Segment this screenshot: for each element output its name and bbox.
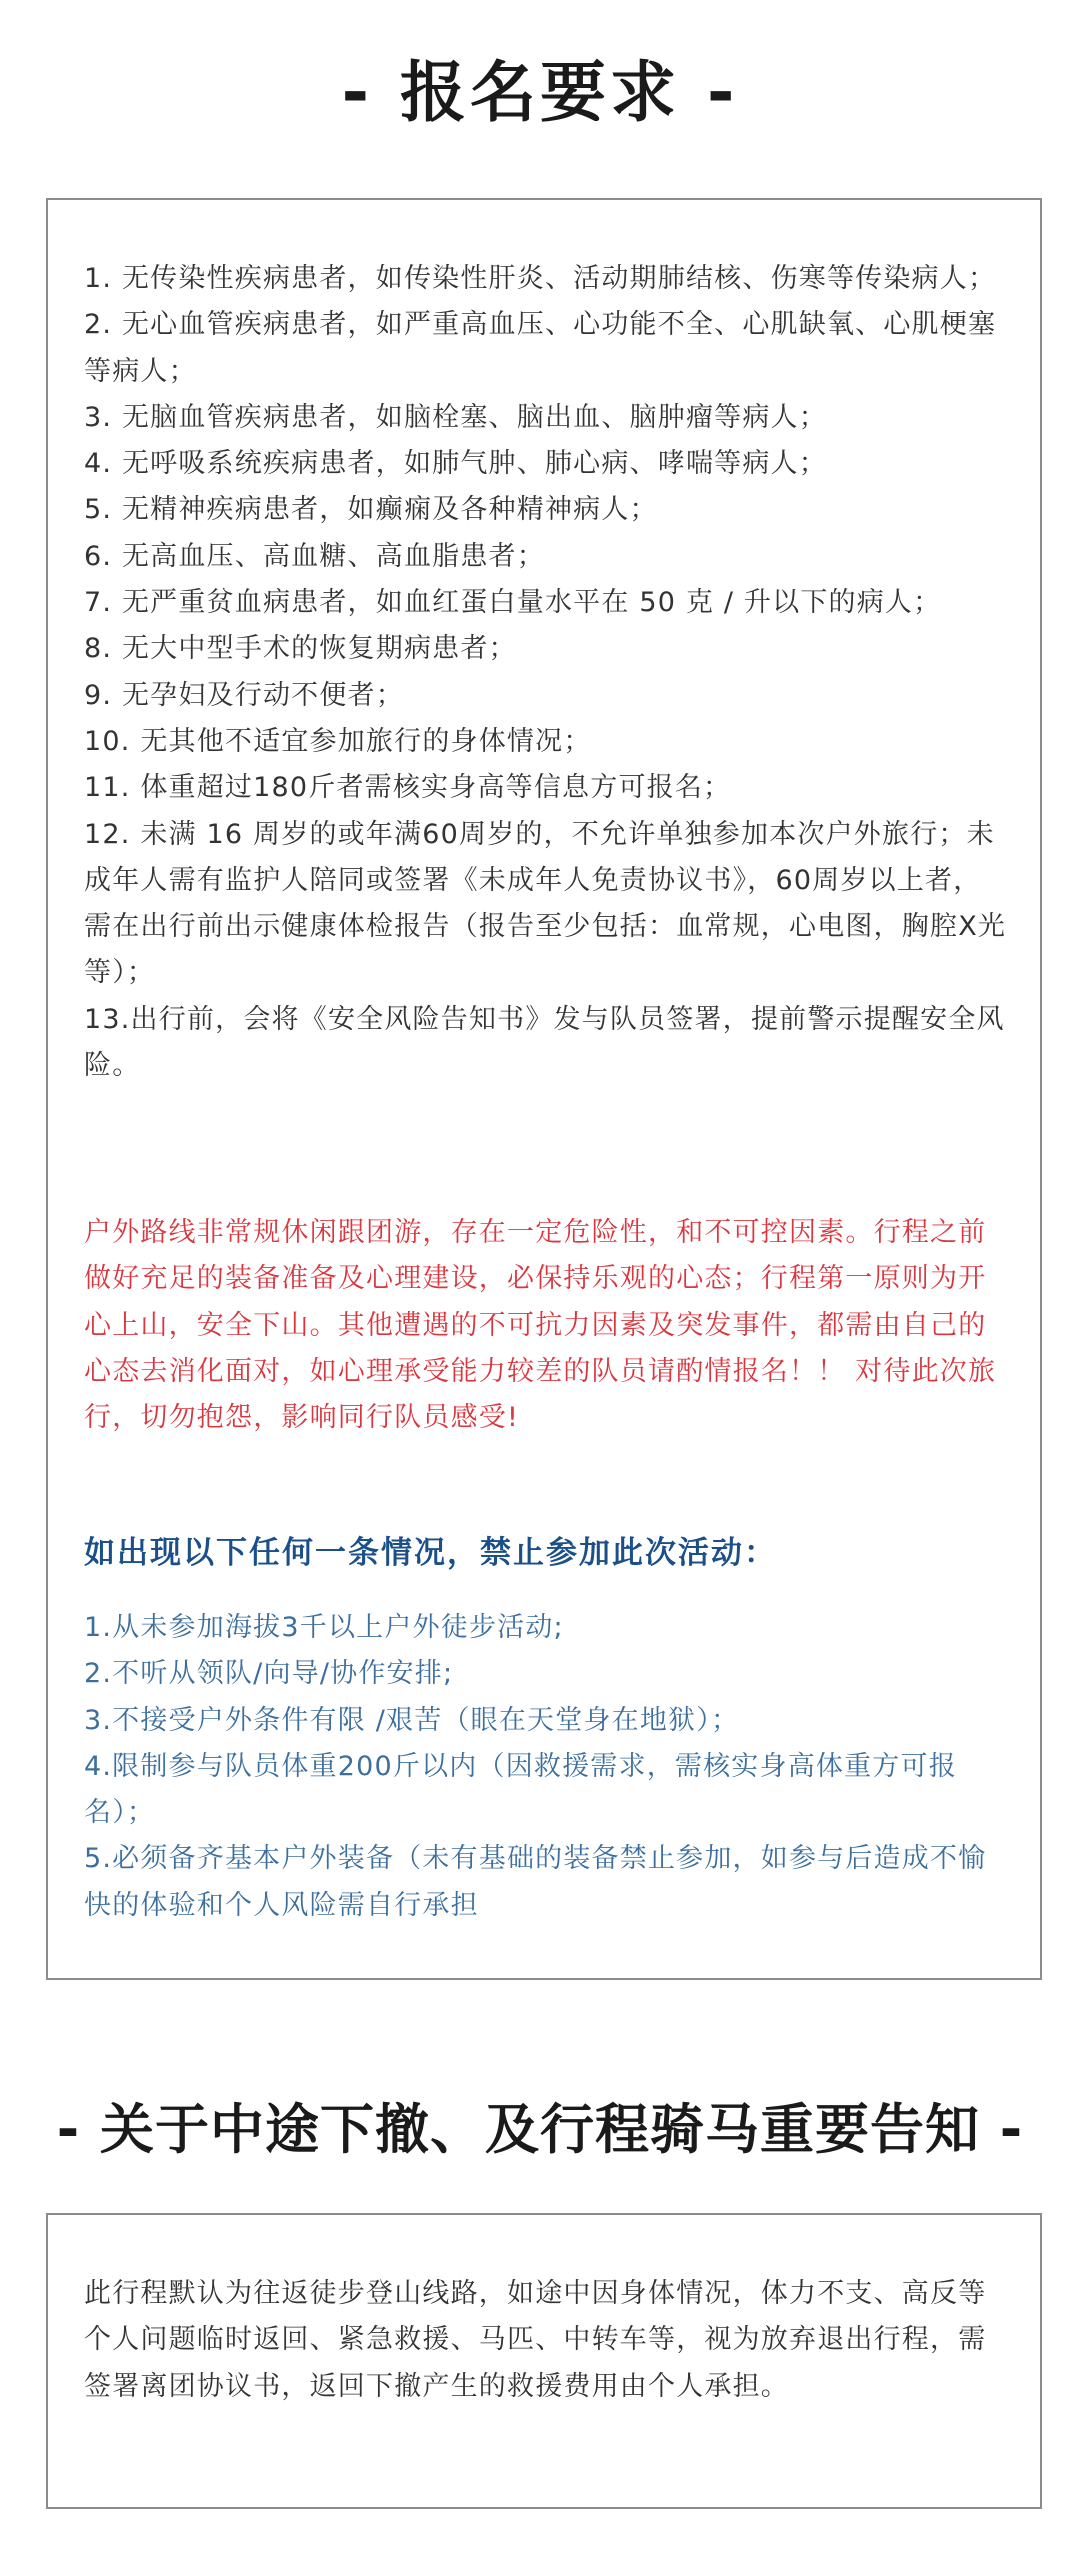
withdrawal-notice-text: 此行程默认为往返徒步登山线路，如途中因身体情况，体力不支、高反等个人问题临时返回、紧急救援、马匹、中转车等，视为放弃退出行程，需签署离团协议书，返回下撤产生的救援费用由个人承担。 <box>84 2278 987 2402</box>
list-item: 4. 无呼吸系统疾病患者，如肺气肿、肺心病、哮喘等病人； <box>84 448 827 480</box>
withdrawal-notice-title: - 关于中途下撤、及行程骑马重要告知 - <box>56 2098 1024 2161</box>
list-item: 8. 无大中型手术的恢复期病患者； <box>84 633 517 665</box>
list-item: 9. 无孕妇及行动不便者； <box>84 679 404 711</box>
list-item: 4.限制参与队员体重200斤以内（因救援需求，需核实身高体重方可报名）； <box>84 1750 957 1829</box>
forbidden-conditions-list <box>84 1605 1008 1929</box>
list-item: 6. 无高血压、高血糖、高血脂患者； <box>84 540 545 572</box>
risk-notice: 户外路线非常规休闲跟团游，存在一定危险性，和不可控因素。行程之前做好充足的装备准备及心理建设，必保持乐观的心态；行程第一原则为开心上山，安全下山。其他遭遇的不可抗力因素及突发事件，都需由自己的心态去消化面对，如心理承受能力较差的队员请酌情报名！！ 对待此次旅行，切勿抱怨，影响同行队员感受! <box>84 1217 997 1434</box>
list-item: 5. 无精神疾病患者，如癫痫及各种精神病人； <box>84 494 658 526</box>
list-item: 13.出行前，会将《安全风险告知书》发与队员签署，提前警示提醒安全风险。 <box>84 1003 1005 1082</box>
list-item: 2. 无心血管疾病患者，如严重高血压、心功能不全、心肌缺氧、心肌梗塞等病人； <box>84 309 997 387</box>
list-item: 3. 无脑血管疾病患者，如脑栓塞、脑出血、脑肿瘤等病人； <box>84 401 827 433</box>
list-item: 2.不听从领队/向导/协作安排; <box>84 1658 454 1690</box>
list-item: 5.必须备齐基本户外装备（未有基础的装备禁止参加，如参与后造成不愉快的体验和个人风险需自行承担 <box>84 1843 987 1921</box>
list-item: 3.不接受户外条件有限 /艰苦（眼在天堂身在地狱）； <box>84 1704 740 1736</box>
requirements-list <box>84 256 1008 1089</box>
list-item: 1. 无传染性疾病患者，如传染性肝炎、活动期肺结核、伤寒等传染病人； <box>84 263 997 294</box>
list-item: 1.从未参加海拔3千以上户外徒步活动; <box>84 1612 564 1643</box>
list-item: 10. 无其他不适宜参加旅行的身体情况； <box>84 725 592 757</box>
list-item: 12. 未满 16 周岁的或年满60周岁的，不允许单独参加本次户外旅行；未成年人需有监护人陪同或签署《未成年人免责协议书》，60周岁以上者，需在出行前出示健康体检报告（报告至少包括：血常规，心电图，胸腔X光等）； <box>84 818 1007 989</box>
registration-requirements-title: - 报名要求 - <box>341 54 739 131</box>
list-item: 11. 体重超过180斤者需核实身高等信息方可报名； <box>84 772 732 804</box>
forbidden-conditions-title: 如出现以下任何一条情况，禁止参加此次活动： <box>84 1535 777 1571</box>
withdrawal-notice-box <box>46 2213 1042 2509</box>
list-item: 7. 无严重贫血病患者，如血红蛋白量水平在 50 克 / 升以下的病人； <box>84 587 942 619</box>
requirements-box <box>46 198 1042 1980</box>
